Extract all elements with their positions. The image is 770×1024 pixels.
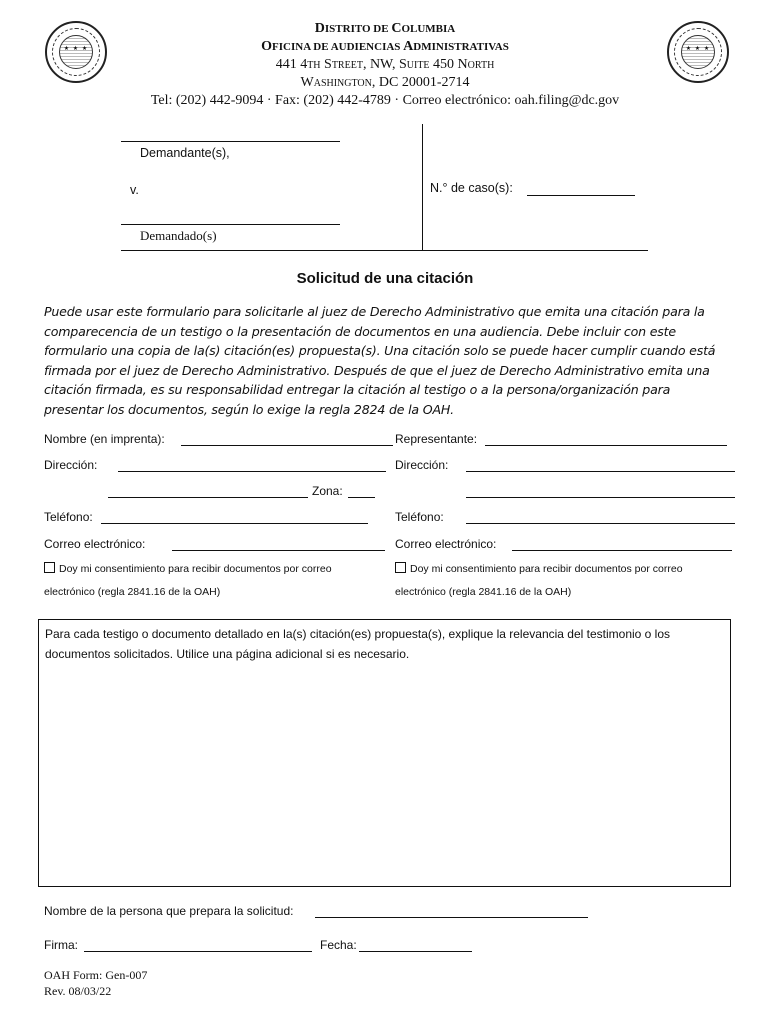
left-consent-checkbox-icon[interactable] [44, 562, 55, 573]
left-consent-line1: Doy mi consentimiento para recibir documentos por correo [59, 563, 332, 575]
form-title: Solicitud de una citación [296, 270, 474, 287]
right-address-field-2[interactable] [466, 497, 735, 498]
signature-label: Firma: [44, 938, 78, 952]
name-field[interactable] [181, 445, 393, 446]
agency-city: WASHINGTON, DC 20001-2714 [300, 75, 470, 90]
date-label: Fecha: [320, 938, 357, 952]
left-email-field[interactable] [172, 550, 385, 551]
relevance-textarea[interactable] [38, 619, 731, 887]
left-email-label: Correo electrónico: [44, 537, 146, 551]
agency-address: 441 4TH STREET, NW, SUITE 450 NORTH [275, 57, 495, 72]
agency-jurisdiction: DISTRITO DE COLUMBIA [314, 21, 456, 36]
zone-label: Zona: [312, 484, 343, 498]
representative-label: Representante: [395, 432, 478, 446]
name-label: Nombre (en imprenta): [44, 432, 165, 446]
right-phone-label: Teléfono: [395, 510, 444, 524]
right-phone-field[interactable] [466, 523, 735, 524]
caption-bottom-rule [121, 250, 648, 251]
left-consent-line2: electrónico (regla 2841.16 de la OAH) [44, 586, 221, 598]
form-revision: Rev. 08/03/22 [44, 984, 112, 998]
relevance-instructions: Para cada testigo o documento detallado en la(s) citación(es) propuesta(s), explique la relevancia del testimonio o los documentos solicitados. Utilice una página adicional si es necesario. [45, 627, 671, 661]
case-number-label: N.° de caso(s): [430, 181, 513, 195]
agency-name: OFICINA DE AUDIENCIAS ADMINISTRATIVAS [261, 39, 509, 54]
dc-seal-right-icon: ★ ★ ★ [667, 21, 729, 83]
defendant-label: Demandado(s) [140, 228, 217, 243]
plaintiff-line[interactable] [121, 141, 340, 142]
zone-field[interactable] [348, 497, 375, 498]
right-address-label: Dirección: [395, 458, 449, 472]
signature-field[interactable] [84, 951, 312, 952]
right-consent-line1: Doy mi consentimiento para recibir documentos por correo [410, 563, 683, 575]
right-consent [395, 562, 683, 575]
right-email-field[interactable] [512, 550, 732, 551]
left-address-label: Dirección: [44, 458, 98, 472]
right-email-label: Correo electrónico: [395, 537, 497, 551]
right-consent-line2: electrónico (regla 2841.16 de la OAH) [395, 586, 572, 598]
preparer-label: Nombre de la persona que prepara la solicitud: [44, 904, 294, 918]
plaintiff-label: Demandante(s), [140, 146, 230, 160]
right-address-field-1[interactable] [466, 471, 735, 472]
representative-field[interactable] [485, 445, 727, 446]
left-address-field-2[interactable] [108, 497, 308, 498]
instructions-text: Puede usar este formulario para solicitarle al juez de Derecho Administrativo que emita una citación para la comparecencia de un testigo o la presentación de documentos en una audiencia. Debe incluir con este formulario una copia de la(s) citación(es) propuesta(s). Una citación solo se puede hacer cumplir cuando está firmada por el juez de Derecho Administrativo. Después de que el juez de Derecho Administrativo emita una citación firmada, es su responsabilidad entregar la citación al testigo o a la persona/organización para presentar los documentos, según lo exige la regla 2824 de la OAH. [44, 304, 716, 417]
caption-divider [422, 124, 423, 250]
left-address-field-1[interactable] [118, 471, 386, 472]
left-phone-label: Teléfono: [44, 510, 93, 524]
versus-label: v. [130, 183, 139, 197]
defendant-line[interactable] [121, 224, 340, 225]
right-consent-checkbox-icon[interactable] [395, 562, 406, 573]
case-number-field[interactable] [527, 195, 635, 196]
left-phone-field[interactable] [101, 523, 368, 524]
preparer-field[interactable] [315, 917, 588, 918]
left-consent [44, 562, 332, 575]
agency-contact: Tel: (202) 442-9094 · Fax: (202) 442-4789 · Correo electrónico: oah.filing@dc.gov [150, 93, 620, 108]
form-id: OAH Form: Gen-007 [44, 968, 148, 982]
dc-seal-left-icon: ★ ★ ★ [45, 21, 107, 83]
date-field[interactable] [359, 951, 472, 952]
